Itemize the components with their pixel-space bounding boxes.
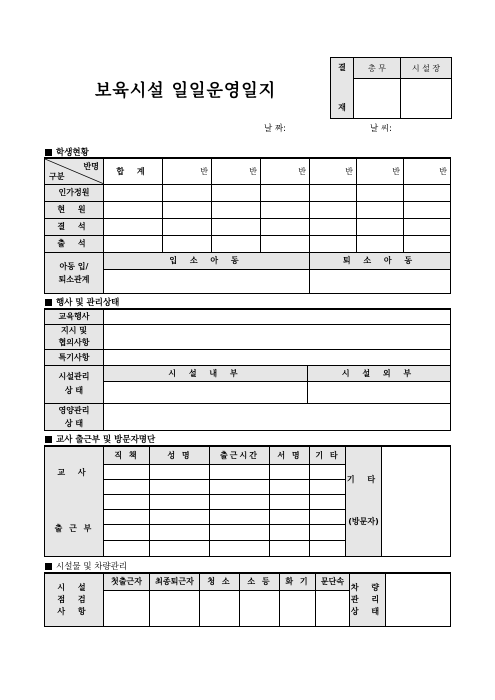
row-label-instructions: 지시 및 협의사항 [45, 324, 104, 349]
facility-table [44, 572, 451, 627]
data-cell[interactable] [150, 590, 200, 626]
section-students: 학생현황 [45, 146, 89, 158]
facility-inside-cell[interactable] [104, 381, 308, 403]
header-cleaning: 청 소 [200, 573, 240, 590]
class-header[interactable]: 반 [310, 158, 357, 184]
data-cell[interactable] [163, 218, 212, 235]
data-cell[interactable] [261, 235, 310, 252]
facility-check-label: 시 설 점 검 사 항 [45, 573, 104, 626]
header-door-lock: 문단속 [316, 573, 350, 590]
data-cell[interactable] [210, 524, 270, 540]
data-cell[interactable] [150, 524, 210, 540]
square-bullet-icon [45, 563, 52, 570]
data-cell[interactable] [270, 509, 310, 524]
approval-header-manager: 총 무 [354, 58, 401, 79]
data-cell[interactable] [163, 235, 212, 252]
approval-cell-director[interactable] [401, 79, 452, 119]
data-cell[interactable] [210, 509, 270, 524]
data-cell[interactable] [261, 201, 310, 218]
data-cell[interactable] [270, 540, 310, 556]
students-table [44, 157, 451, 294]
vehicle-status-label: 차 량 관 리 상 태 [350, 573, 386, 626]
data-cell[interactable] [310, 184, 357, 201]
data-cell[interactable] [357, 184, 404, 201]
data-cell[interactable] [280, 590, 316, 626]
data-cell[interactable] [210, 540, 270, 556]
square-bullet-icon [45, 149, 52, 156]
data-cell[interactable] [310, 201, 357, 218]
square-bullet-icon [45, 299, 52, 306]
approval-label: 결 재 [331, 58, 354, 119]
students-corner-cell: 반명 구분 [45, 158, 104, 184]
row-label-special: 특기사항 [45, 349, 104, 365]
row-label-current: 현 원 [45, 201, 104, 218]
move-out-cell[interactable] [310, 269, 451, 293]
row-label-edu-events: 교육행사 [45, 309, 104, 324]
data-cell[interactable] [104, 509, 150, 524]
header-other: 기 타 [310, 446, 346, 464]
data-cell[interactable] [270, 494, 310, 509]
data-cell[interactable] [210, 494, 270, 509]
data-cell[interactable] [261, 218, 310, 235]
data-cell[interactable] [104, 479, 150, 494]
page-title: 보육시설 일일운영일지 [95, 81, 277, 101]
data-cell[interactable] [240, 590, 280, 626]
attendance-table [44, 445, 451, 557]
data-cell[interactable] [310, 524, 346, 540]
class-header[interactable]: 반 [212, 158, 261, 184]
data-cell[interactable] [404, 201, 451, 218]
data-cell[interactable] [150, 479, 210, 494]
data-cell[interactable] [404, 184, 451, 201]
header-last-leave: 최종퇴근자 [150, 573, 200, 590]
class-header[interactable]: 반 [357, 158, 404, 184]
special-cell[interactable] [104, 349, 451, 365]
data-cell[interactable] [104, 235, 163, 252]
row-label-facility-status: 시설관리 상 태 [45, 365, 104, 403]
data-cell[interactable] [357, 201, 404, 218]
instructions-cell[interactable] [104, 324, 451, 349]
data-cell[interactable] [404, 218, 451, 235]
data-cell[interactable] [270, 464, 310, 479]
row-label-present: 출 석 [45, 235, 104, 252]
data-cell[interactable] [104, 494, 150, 509]
class-header[interactable]: 반 [163, 158, 212, 184]
data-cell[interactable] [310, 494, 346, 509]
visitor-cell[interactable] [382, 446, 451, 556]
data-cell[interactable] [261, 184, 310, 201]
data-cell[interactable] [150, 509, 210, 524]
approval-cell-manager[interactable] [354, 79, 401, 119]
class-header[interactable]: 반 [404, 158, 451, 184]
row-label-absent: 결 석 [45, 218, 104, 235]
header-arrival-time: 출근시간 [210, 446, 270, 464]
header-name: 성 명 [150, 446, 210, 464]
header-lights-off: 소 등 [240, 573, 280, 590]
data-cell[interactable] [357, 218, 404, 235]
header-signature: 서 명 [270, 446, 310, 464]
date-label: 날 짜: [264, 124, 286, 134]
data-cell[interactable] [150, 540, 210, 556]
data-cell[interactable] [104, 464, 150, 479]
section-attendance: 교사 출근부 및 방문자명단 [45, 433, 155, 445]
approval-header-director: 시 설 장 [401, 58, 452, 79]
square-bullet-icon [45, 436, 52, 443]
header-first-arrival: 첫출근자 [104, 573, 150, 590]
data-cell[interactable] [150, 494, 210, 509]
data-cell[interactable] [310, 509, 346, 524]
teacher-attendance-label: 교 사 출 근 부 [45, 446, 104, 556]
approval-box [330, 57, 452, 119]
row-label-enroll-move: 아동 입/ 퇴소관계 [45, 252, 104, 293]
edu-events-cell[interactable] [104, 309, 451, 324]
data-cell[interactable] [310, 540, 346, 556]
vehicle-status-cell[interactable] [386, 573, 451, 626]
data-cell[interactable] [212, 218, 261, 235]
data-cell[interactable] [212, 235, 261, 252]
header-position: 직 책 [104, 446, 150, 464]
weather-label: 날 씨: [370, 124, 392, 134]
data-cell[interactable] [212, 184, 261, 201]
class-header[interactable]: 반 [261, 158, 310, 184]
data-cell[interactable] [104, 201, 163, 218]
data-cell[interactable] [270, 479, 310, 494]
data-cell[interactable] [104, 590, 150, 626]
move-in-cell[interactable] [104, 269, 310, 293]
section-facility: 시설물 및 차량관리 [45, 560, 127, 572]
data-cell[interactable] [210, 464, 270, 479]
facility-outside-header: 시 설 외 부 [308, 365, 451, 381]
data-cell[interactable] [212, 201, 261, 218]
data-cell[interactable] [150, 464, 210, 479]
data-cell[interactable] [104, 218, 163, 235]
data-cell[interactable] [310, 479, 346, 494]
data-cell[interactable] [200, 590, 240, 626]
section-events: 행사 및 관리상태 [45, 296, 119, 308]
data-cell[interactable] [310, 218, 357, 235]
data-cell[interactable] [310, 464, 346, 479]
nutrition-cell[interactable] [104, 403, 451, 430]
header-fire: 화 기 [280, 573, 316, 590]
students-total-header: 합 계 [104, 158, 163, 184]
visitor-label: 기 타 (방문자) [346, 446, 382, 556]
facility-outside-cell[interactable] [308, 381, 451, 403]
data-cell[interactable] [104, 524, 150, 540]
data-cell[interactable] [270, 524, 310, 540]
move-out-header: 퇴 소 아 동 [310, 252, 451, 269]
data-cell[interactable] [104, 540, 150, 556]
data-cell[interactable] [163, 184, 212, 201]
data-cell[interactable] [404, 235, 451, 252]
row-label-capacity: 인가정원 [45, 184, 104, 201]
data-cell[interactable] [210, 479, 270, 494]
data-cell[interactable] [310, 235, 357, 252]
facility-inside-header: 시 설 내 부 [104, 365, 308, 381]
row-label-nutrition: 영양관리 상 태 [45, 403, 104, 430]
data-cell[interactable] [316, 590, 350, 626]
data-cell[interactable] [104, 184, 163, 201]
move-in-header: 입 소 아 동 [104, 252, 310, 269]
data-cell[interactable] [163, 201, 212, 218]
data-cell[interactable] [357, 235, 404, 252]
events-table [44, 308, 451, 431]
